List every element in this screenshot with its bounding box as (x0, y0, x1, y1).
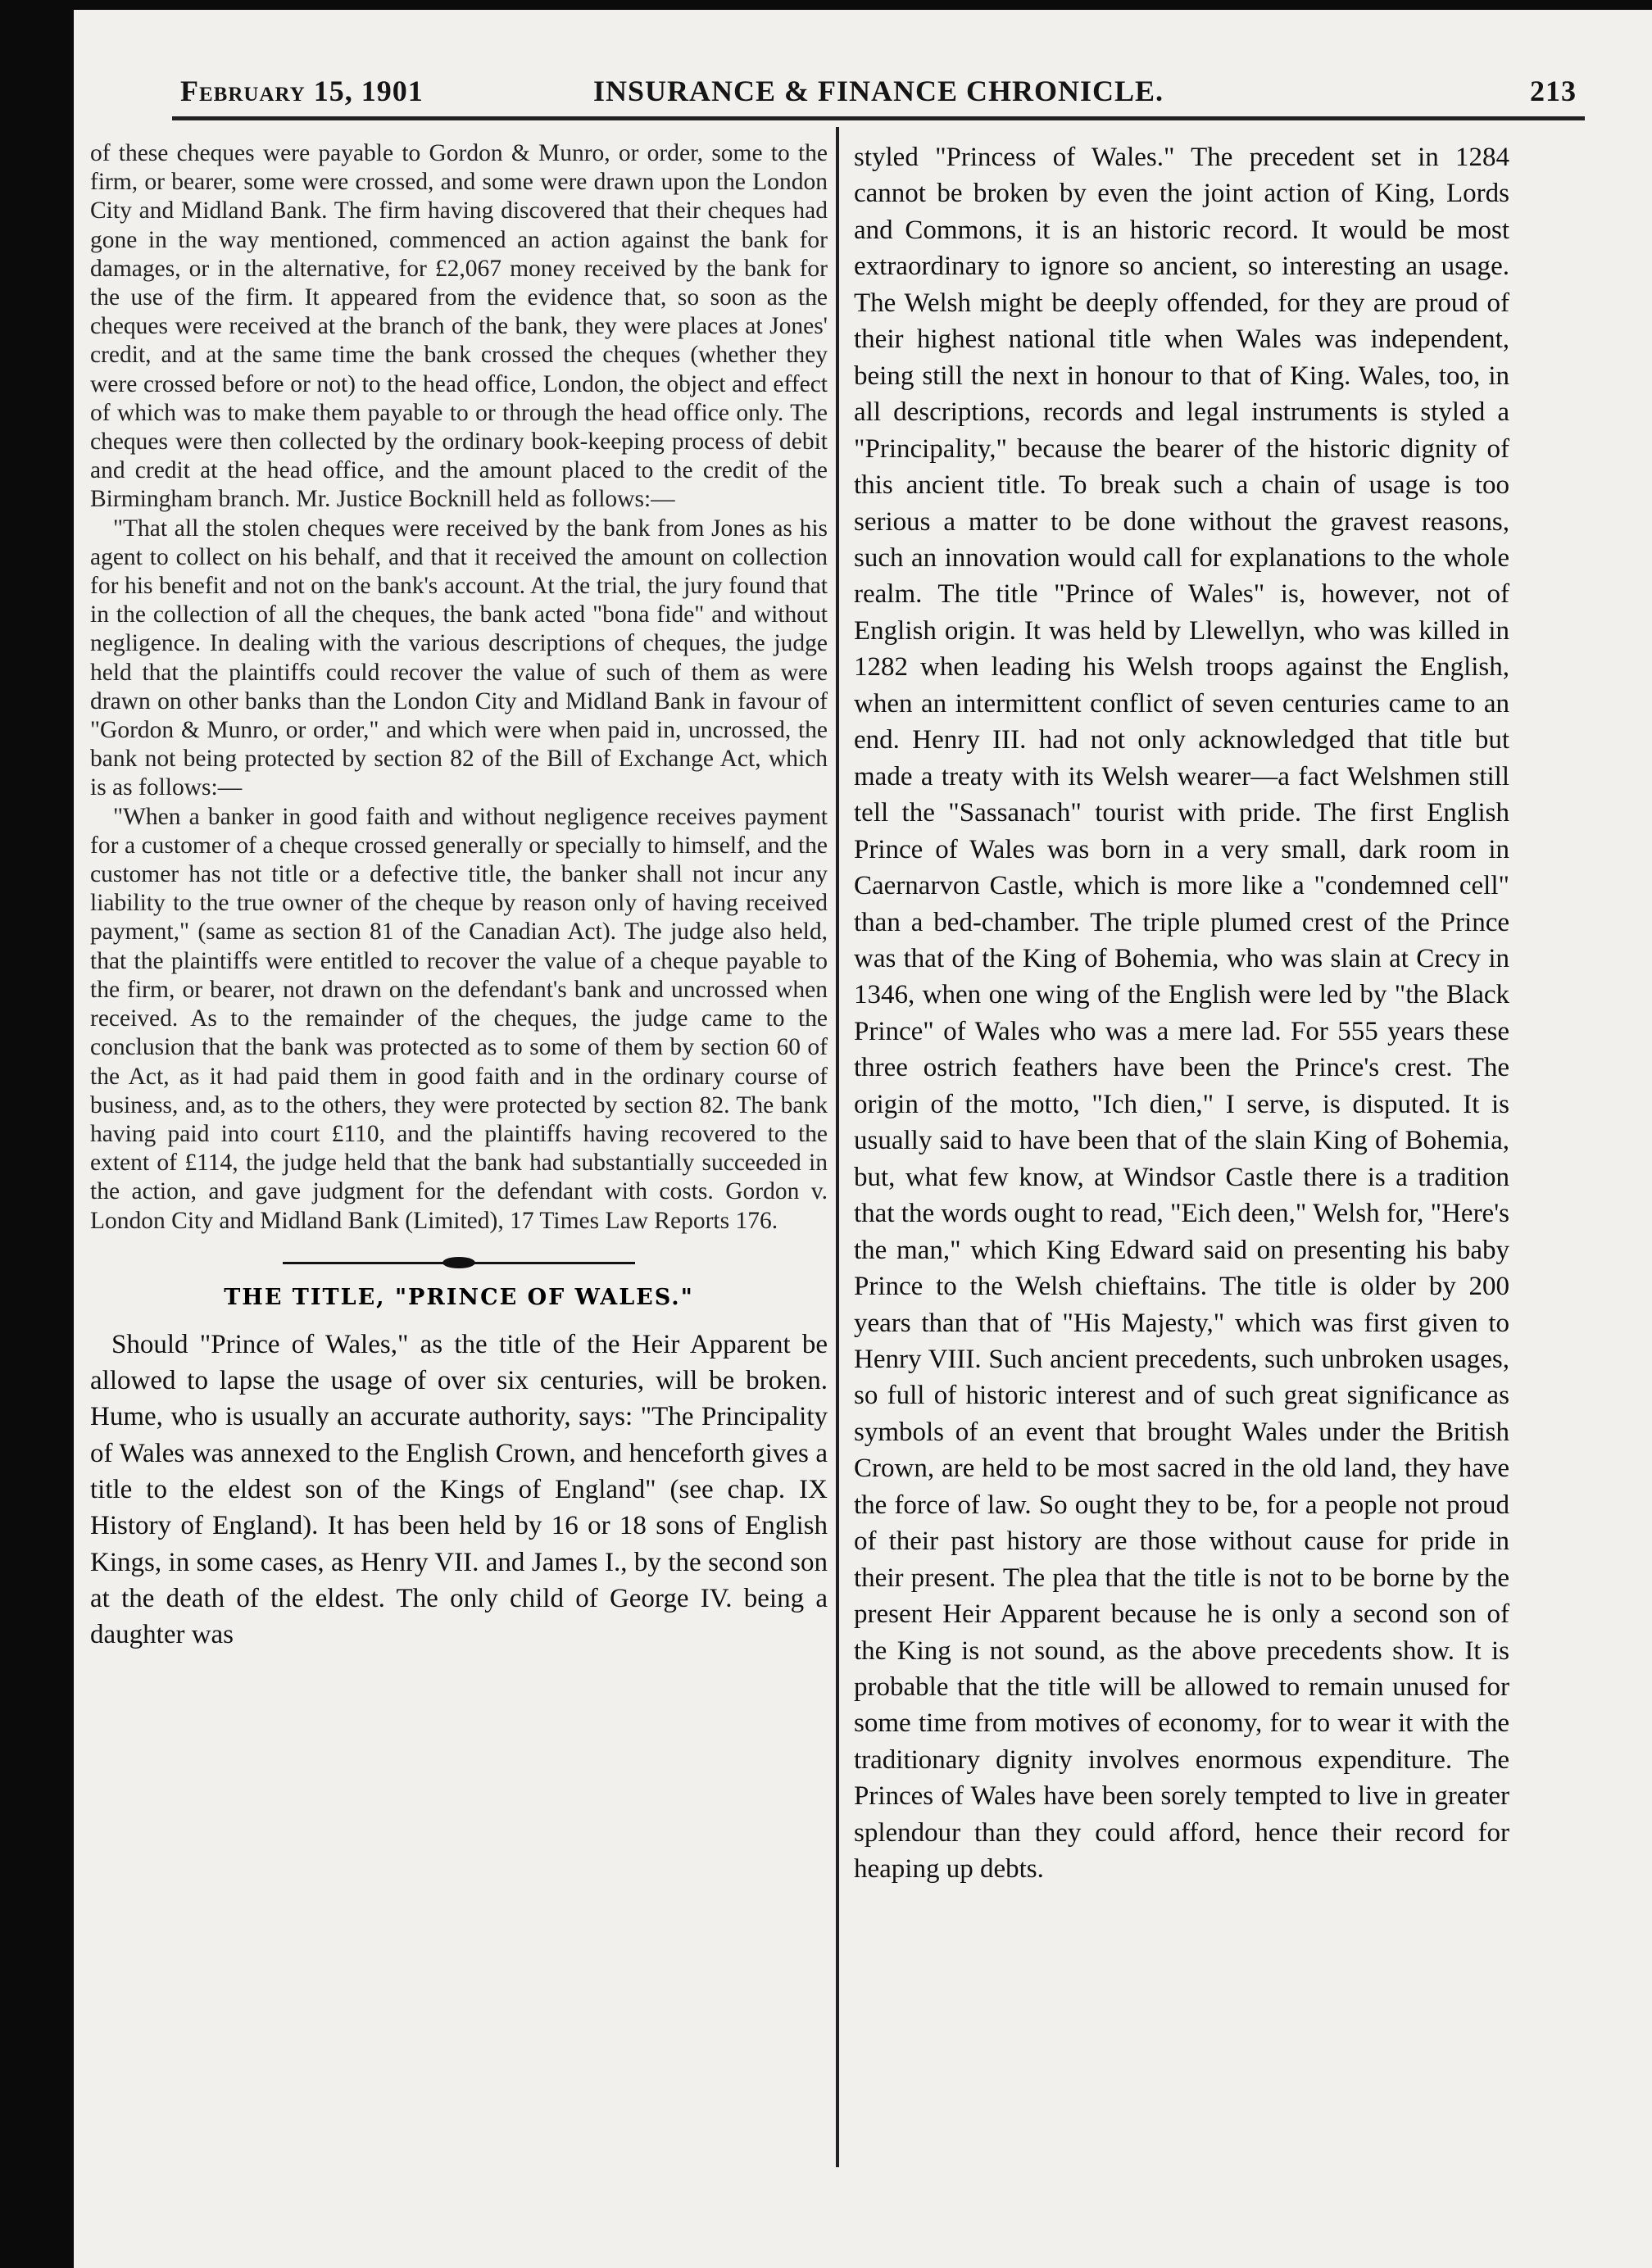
prince-of-wales-article (90, 1327, 828, 1653)
column-divider (836, 127, 839, 2167)
right-column (854, 139, 1509, 1888)
body-paragraph: of these cheques were payable to Gordon & Munro, or order, some to the firm, or bearer, some were crossed, and some were drawn upon the London City and Midland Bank. The firm having discovered that their cheques had gone in the way mentioned, commenced an action against the bank for damages, or in the alternative, for £2,067 money received by the bank for the use of the firm. It appeared from the evidence that, so soon as the cheques were received at the branch of the bank, they were places at Jones' credit, and at the same time the bank crossed the cheques (whether they were crossed before or not) to the head office, London, the object and effect of which was to make them payable to or through the head office only. The cheques were then collected by the ordinary book-keeping process of debit and credit at the head office, and the amount placed to the credit of the Birmingham branch. Mr. Justice Bocknill held as follows:— (90, 140, 828, 513)
body-paragraph: styled "Princess of Wales." The precedent set in 1284 cannot be broken by even the joint action of King, Lords and Commons, it is an historic record. It would be most extraordinary to ignore so ancient, so interesting an usage. The Welsh might be deeply offended, for they are proud of their highest national title when Wales was independent, being still the next in honour to that of King. Wales, too, in all descriptions, records and legal instruments is styled a "Principality," because the bearer of the historic dignity of this ancient title. To break such a chain of usage is too serious a matter to be done without the gravest reasons, such an innovation would call for explanations to the whole realm. The title "Prince of Wales" is, however, not of English origin. It was held by Llewellyn, who was killed in 1282 when leading his Welsh troops against the English, when an intermittent conflict of seven centuries came to an end. Henry III. had not only acknowledged that title but made a treaty with its Welsh wearer—a fact Welshmen still tell the "Sassanach" tourist with pride. The first English Prince of Wales was born in a very small, dark room in Caernarvon Castle, which is more like a "condemned cell" than a bed-chamber. The triple plumed crest of the Prince was that of the King of Bohemia, who was slain at Crecy in 1346, when one wing of the English were led by "the Black Prince" of Wales who was a mere lad. For 555 years these three ostrich feathers have been the Prince's crest. The origin of the motto, "Ich dien," I serve, is disputed. It is usually said to have been that of the slain King of Bohemia, but, what few know, at Windsor Castle there is a tradition that the words ought to read, "Eich deen," Welsh for, "Here's the man," which King Edward said on presenting his baby Prince to the Welsh chieftains. The title is older by 200 years than that of "His Majesty," which was first given to Henry VIII. Such ancient precedents, such unbroken usages, so full of historic interest and of such great significance as symbols of an event that brought Wales under the British Crown, are held to be most sacred in the old land, they have the force of law. So ought they to be, for a people not proud of their past history are those without cause for pride in their present. The plea that the title is not to be borne by the present Heir Apparent because he is only a second son of the King is not sound, as the above precedents show. It is probable that the title will be allowed to remain unused for some time from motives of economy, for to wear it with the traditionary dignity involves enormous expenditure. The Princes of Wales have been sorely tempted to live in greater splendour than they could afford, hence their record for heaping up debts. (854, 143, 1509, 1885)
section-heading: THE TITLE, "PRINCE OF WALES." (224, 1284, 694, 1310)
header-rule (172, 116, 1585, 120)
case-report (90, 139, 828, 1236)
issue-date: February 15, 1901 (180, 75, 424, 107)
publication-title: INSURANCE & FINANCE CHRONICLE. (592, 75, 1164, 107)
running-head (180, 74, 1577, 110)
body-paragraph: Should "Prince of Wales," as the title of the Heir Apparent be allowed to lapse the usage of over six centuries, will be broken. Hume, who is usually an accurate authority, says: "The Principality of Wales was annexed to the English Crown, and henceforth gives a title to the eldest son of the Kings of England" (see chap. IX History of England). It has been held by 16 or 18 sons of English Kings, in some cases, as Henry VII. and James I., by the second son at the death of the eldest. The only child of George IV. being a daughter was (90, 1329, 828, 1650)
body-paragraph: "When a banker in good faith and without negligence receives payment for a customer of a cheque crossed generally or specially to himself, and the customer has not title or a defective title, the banker shall not incur any liability to the true owner of the cheque by reason only of having received payment," (same as section 81 of the Canadian Act). The judge also held, that the plaintiffs were entitled to recover the value of a cheque payable to the firm, or bearer, not drawn on the defendant's bank and uncrossed when received. As to the remainder of the cheques, the judge came to the conclusion that the bank was protected as to some of them by section 60 of the Act, as it had paid them in good faith and in the ordinary course of business, and, as to the others, they were protected by section 82. The bank having paid into court £110, and the plaintiffs having recovered to the extent of £114, the judge held that the bank had substantially succeeded in the action, and gave judgment for the defendant with costs. Gordon v. London City and Midland Bank (Limited), 17 Times Law Reports 176. (90, 803, 828, 1234)
left-column (90, 139, 828, 1653)
prince-of-wales-article-continued (854, 139, 1509, 1888)
page-number: 213 (1530, 75, 1577, 107)
body-paragraph: "That all the stolen cheques were received by the bank from Jones as his agent to collect on his behalf, and that it received the amount on collection for his benefit and not on the bank's account. At the trial, the jury found that in the collection of all the cheques, the bank acted "bona fide" and without negligence. In dealing with the various descriptions of cheques, the judge held that the plaintiffs could recover the value of such of them as were drawn on other banks than the London City and Midland Bank in favour of "Gordon & Munro, or order," and which were when paid in, uncrossed, the bank not being protected by section 82 of the Bill of Exchange Act, which is as follows:— (90, 515, 828, 801)
section-ornament (283, 1255, 635, 1272)
